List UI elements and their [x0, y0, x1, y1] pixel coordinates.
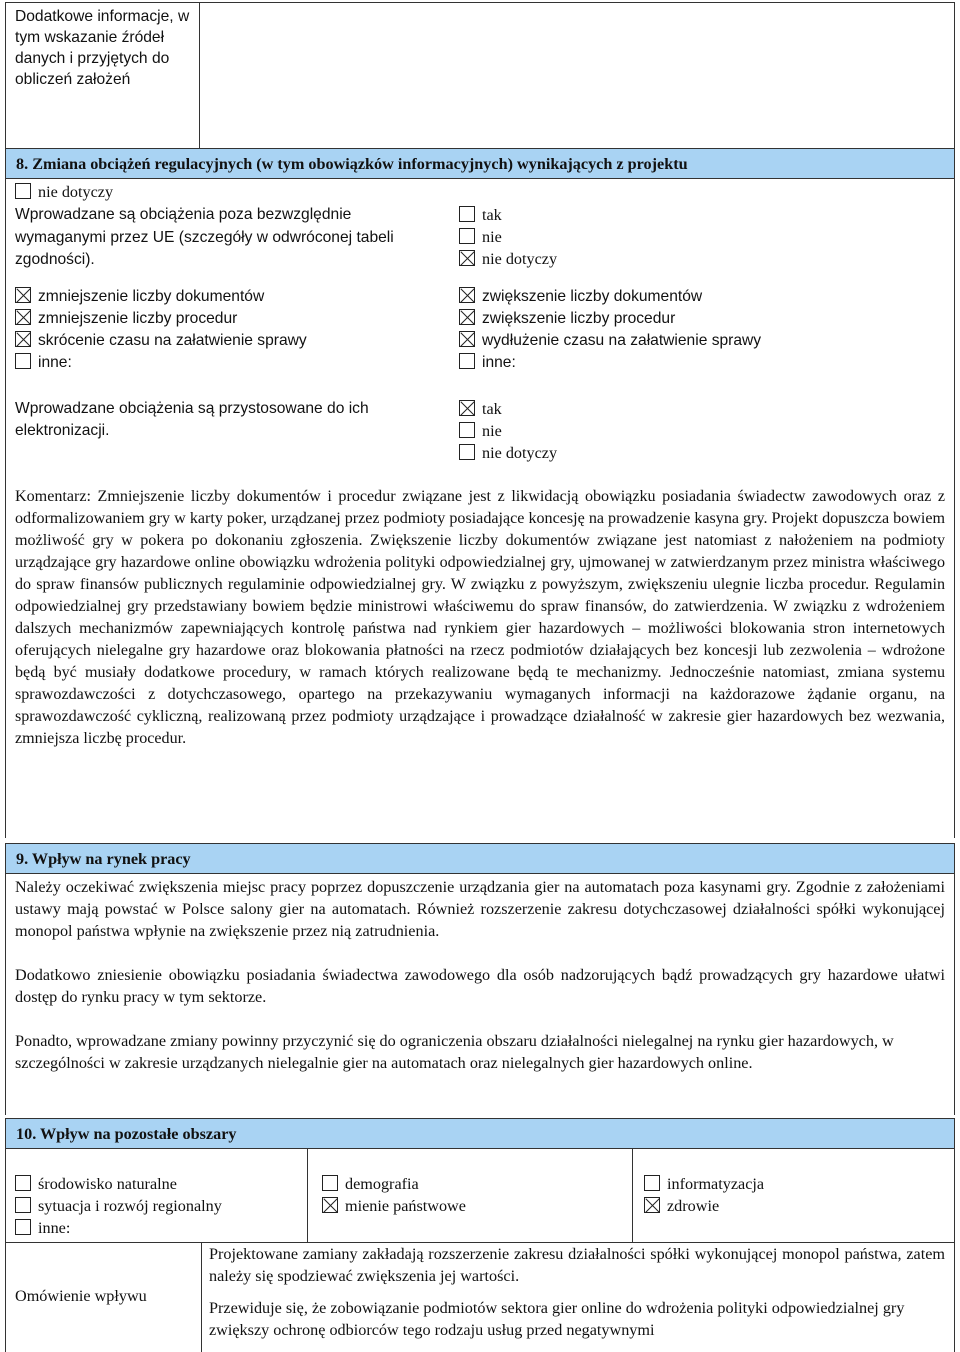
checkbox-icon[interactable]: [459, 206, 475, 222]
answer-nie-dotyczy[interactable]: [459, 442, 557, 464]
option-label: wydłużenie czasu na załatwienie sprawy: [482, 332, 762, 349]
option-label: inne:: [38, 354, 72, 371]
checkbox-icon[interactable]: [459, 353, 475, 369]
area-demography[interactable]: [322, 1173, 466, 1195]
question-eu-burdens: Wprowadzane są obciążenia poza bezwzględnie wymaganymi przez UE (szczegóły w odwróconej tabeli zgodności).: [15, 206, 394, 268]
checked-checkbox-icon[interactable]: [459, 400, 475, 416]
option-label: inne:: [38, 1219, 71, 1237]
checked-checkbox-icon[interactable]: [459, 309, 475, 325]
checked-checkbox-icon[interactable]: [15, 331, 31, 347]
area-column-3: [644, 1173, 764, 1217]
section-10: [5, 1118, 955, 1352]
checkbox-icon[interactable]: [459, 422, 475, 438]
option-label: nie dotyczy: [38, 183, 114, 201]
option-label: nie dotyczy: [482, 250, 558, 268]
checkbox-icon[interactable]: [322, 1175, 338, 1191]
section-8: [5, 148, 955, 838]
checked-checkbox-icon[interactable]: [459, 287, 475, 303]
option-fewer-documents[interactable]: [15, 286, 307, 308]
checked-checkbox-icon[interactable]: [459, 331, 475, 347]
option-label: demografia: [345, 1175, 419, 1193]
option-label: skrócenie czasu na załatwienie sprawy: [38, 332, 307, 349]
option-label: informatyzacja: [667, 1175, 765, 1193]
area-state-property[interactable]: [322, 1195, 466, 1217]
option-label: zmniejszenie liczby procedur: [38, 310, 238, 327]
impact-label: Omówienie wpływu: [15, 1287, 147, 1305]
option-label: zdrowie: [667, 1197, 720, 1215]
option-other-left[interactable]: [15, 352, 307, 374]
left-options: [15, 286, 307, 374]
answer-nie-dotyczy[interactable]: [459, 248, 557, 270]
checked-checkbox-icon[interactable]: [322, 1197, 338, 1213]
right-options: [459, 286, 761, 374]
answers-electronization: [459, 398, 557, 464]
additional-info-label: Dodatkowe informacje, w tym wskazanie źródeł danych i przyjętych do obliczeń założeń: [15, 8, 190, 88]
additional-info-row: [5, 2, 955, 148]
option-other-right[interactable]: [459, 352, 761, 374]
option-label: nie: [482, 228, 502, 246]
section-8-comment: Komentarz: Zmniejszenie liczby dokumentów i procedur związane jest z likwidacją obowiązku posiadania świadectw zawodowych oraz z odformalizowaniem gry w karty poker, urządzanej przez podmioty posiadające koncesję na prowadzenie kasyna gry. Projekt dopuszcza bowiem możliwość gry w pokera po dokonaniu zgłoszenia. Zwiększenie liczby dokumentów związane jest natomiast z nałożeniem na podmioty urządzające gry hazardowe online obowiązku wdrożenia polityki odpowiedzialnej gry, ujmowanej w zatwierdzanym przez ministra właściwego do spraw finansów publicznych regulaminie odpowiedzialnej gry. W związku z powyższym, zwiększeniu ulegnie liczba procedur. Regulamin odpowiedzialnej gry przedstawiany bowiem będzie ministrowi właściwemu do spraw finansów, do zatwierdzenia. W związku z wdrożeniem dalszych mechanizmów zapewniających kontrolę państwa nad rynkiem gier hazardowych – możliwości blokowania stron internetowych oferujących nielegalne gry hazardowe oraz blokowania płatności na rzecz podmiotów działających bez koncesji lub zezwolenia – wdrożone będą być musiały dodatkowe procedury, w ramach których realizowane będą te mechanizmy. Jednocześnie natomiast, zmiana systemu sprawozdawczości z dotychczasowego, opartego na przekazywaniu wymaganych informacji na każdorazowe żądanie organu, na sprawozdawczość cykliczną, realizowaną przez podmioty urządzające i prowadzące działalność w zakresie gier hazardowych bez wezwania, zmniejsza liczbę procedur.: [15, 488, 945, 747]
checkbox-icon[interactable]: [644, 1175, 660, 1191]
checked-checkbox-icon[interactable]: [15, 309, 31, 325]
answer-tak[interactable]: [459, 398, 557, 420]
checkbox-icon[interactable]: [15, 353, 31, 369]
checked-checkbox-icon[interactable]: [459, 250, 475, 266]
section-9-heading: 9. Wpływ na rynek pracy: [6, 844, 954, 874]
option-label: zmniejszenie liczby dokumentów: [38, 288, 265, 305]
option-more-documents[interactable]: [459, 286, 761, 308]
option-label: mienie państwowe: [345, 1197, 466, 1215]
impact-paragraph-1: Projektowane zamiany zakładają rozszerzenie zakresu działalności spółki wykonującej monopol państwa, zatem należy się spodziewać zwiększenia jej wartości.: [209, 1245, 945, 1285]
option-label: zwiększenie liczby dokumentów: [482, 288, 703, 305]
area-column-1: [15, 1173, 222, 1239]
option-more-procedures[interactable]: [459, 308, 761, 330]
section-10-heading: 10. Wpływ na pozostałe obszary: [6, 1119, 954, 1149]
impact-paragraph-2: Przewiduje się, że zobowiązanie podmiotów sektora gier online do wdrożenia polityki odpowiedzialnej gry zwiększy ochronę odbiorców tego rodzaju usług przed negatywnymi: [209, 1299, 905, 1339]
area-other[interactable]: [15, 1217, 222, 1239]
area-column-2: [322, 1173, 466, 1217]
area-health[interactable]: [644, 1195, 764, 1217]
option-label: nie: [482, 422, 502, 440]
checkbox-icon[interactable]: [15, 1197, 31, 1213]
question-electronization: Wprowadzane obciążenia są przystosowane do ich elektronizacji.: [15, 400, 369, 439]
labor-market-paragraph-3: Ponadto, wprowadzane zmiany powinny przyczynić się do ograniczenia obszaru działalności nielegalnej na rynku gier hazardowych, w szczególności w zakresie urządzanych nielegalnie gier na automatach oraz nielegalnych gier hazardowych online.: [15, 1032, 894, 1072]
option-fewer-procedures[interactable]: [15, 308, 307, 330]
checked-checkbox-icon[interactable]: [644, 1197, 660, 1213]
option-label: środowisko naturalne: [38, 1175, 177, 1193]
checkbox-icon[interactable]: [15, 183, 31, 199]
answer-tak[interactable]: [459, 204, 557, 226]
area-computerization[interactable]: [644, 1173, 764, 1195]
answer-nie[interactable]: [459, 226, 557, 248]
area-grid: [6, 1148, 954, 1242]
area-environment[interactable]: [15, 1173, 222, 1195]
answers-eu-burdens: [459, 204, 557, 270]
section-8-not-applicable[interactable]: [15, 181, 113, 203]
area-regional[interactable]: [15, 1195, 222, 1217]
section-8-heading: 8. Zmiana obciążeń regulacyjnych (w tym obowiązków informacyjnych) wynikających z projektu: [6, 149, 954, 179]
option-label: sytuacja i rozwój regionalny: [38, 1197, 222, 1215]
labor-market-paragraph-1: Należy oczekiwać zwiększenia miejsc pracy poprzez dopuszczenie urządzania gier na automatach poza kasynami gry. Zgodnie z założeniami ustawy mają powstać w Polsce salony gier na automatach. Również rozszerzenie zakresu dotychczasowej działalności spółki wykonującej monopol państwa wpłynie na zwiększenie przez nią zatrudnienia.: [15, 878, 945, 940]
option-label: nie dotyczy: [482, 444, 558, 462]
option-longer-time[interactable]: [459, 330, 761, 352]
checkbox-icon[interactable]: [15, 1219, 31, 1235]
option-label: tak: [482, 400, 502, 418]
labor-market-paragraph-2: Dodatkowo zniesienie obowiązku posiadania świadectwa zawodowego dla osób nadzorujących bądź prowadzących gry hazardowe ułatwi dostęp do rynku pracy w tym sektorze.: [15, 966, 945, 1006]
section-9: [5, 843, 955, 1115]
checkbox-icon[interactable]: [15, 1175, 31, 1191]
checkbox-icon[interactable]: [459, 444, 475, 460]
impact-discussion: [6, 1242, 954, 1352]
option-label: inne:: [482, 354, 516, 371]
option-label: zwiększenie liczby procedur: [482, 310, 676, 327]
answer-nie[interactable]: [459, 420, 557, 442]
checkbox-icon[interactable]: [459, 228, 475, 244]
checked-checkbox-icon[interactable]: [15, 287, 31, 303]
option-label: tak: [482, 206, 502, 224]
option-shorter-time[interactable]: [15, 330, 307, 352]
